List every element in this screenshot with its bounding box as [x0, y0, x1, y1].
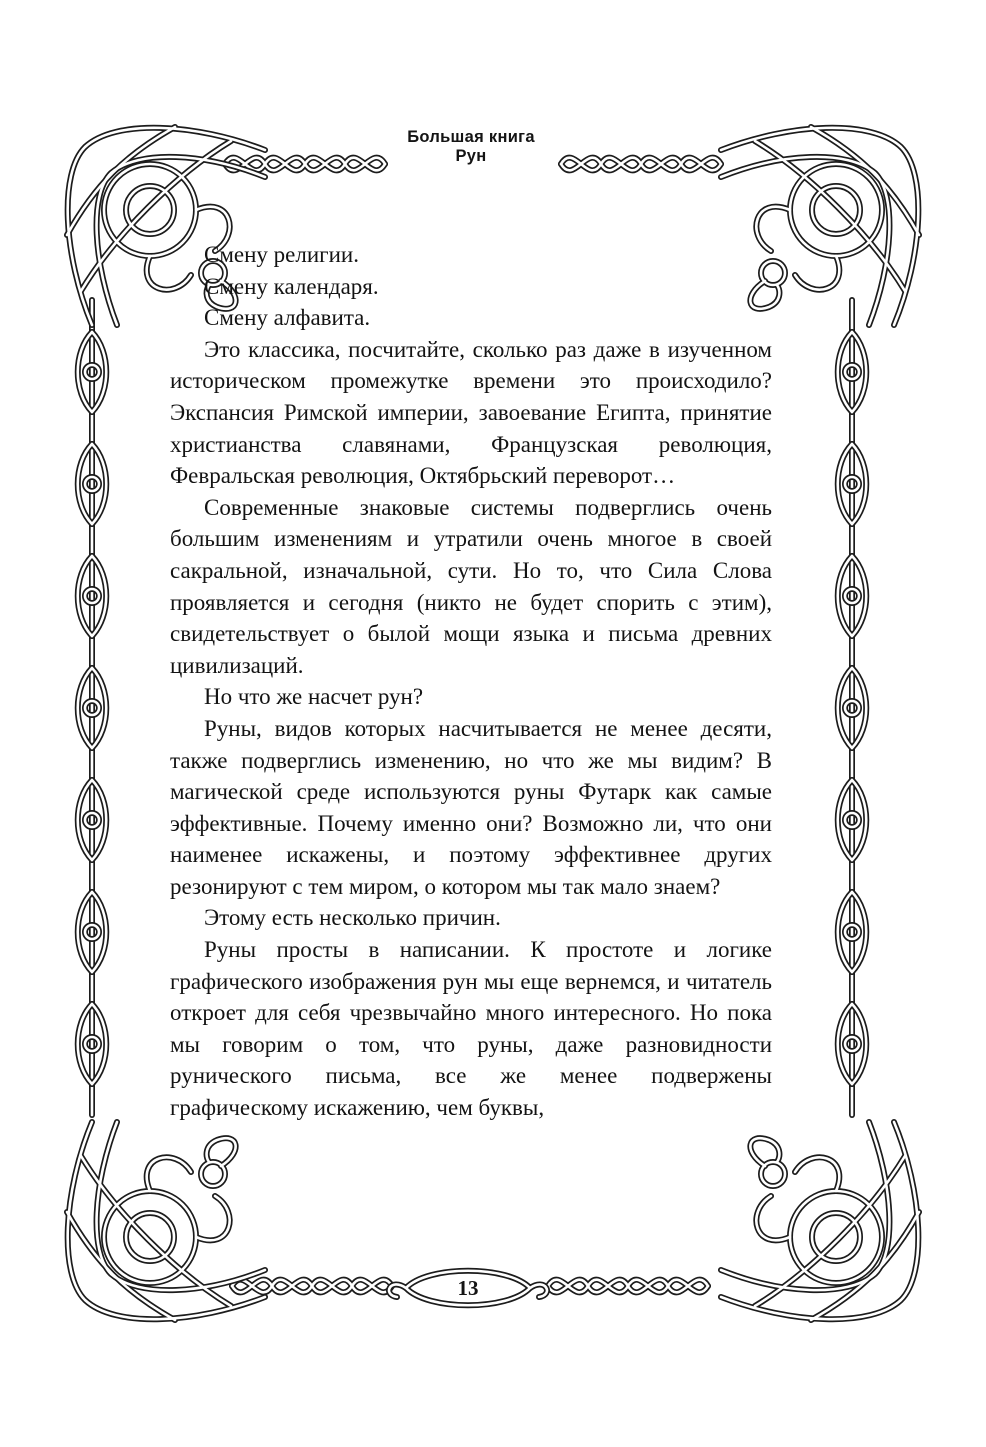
- page-body-text: [170, 239, 772, 1124]
- book-title-line1: Большая книга: [407, 128, 535, 146]
- paragraph: Но что же насчет рун?: [204, 684, 424, 710]
- paragraph: Это классика, посчитайте, сколько раз даже в изученном историческом промежутке времени это происходило? Экспансия Римской империи, завоевание Египта, принятие христианства славянами, Французская революция, Февральская революция, Октябрьский переворот…: [170, 336, 772, 489]
- paragraph: Смену религии.: [204, 242, 359, 267]
- paragraph: Смену календаря.: [204, 273, 379, 299]
- paragraph: Руны, видов которых насчитывается не менее десяти, также подверглись изменению, но что же мы видим? В магической среде используются руны Футарк как самые эффективные. Почему именно они? Возможно ли, что они наименее искажены, и поэтому эффективнее других резонируют с тем миром, о котором мы так мало знаем?: [170, 715, 772, 899]
- page-number: 13: [457, 1276, 479, 1300]
- paragraph: Руны просты в написании. К простоте и логике графического изображения рун мы еще вернемся, и читатель откроет для себя чрезвычайно много интересного. Но пока мы говорим о том, что руны, даже разновидности рунического письма, все же менее подвержены графическому искажению, чем буквы,: [170, 937, 772, 1121]
- running-head: [341, 128, 601, 166]
- paragraph: Этому есть несколько причин.: [204, 905, 501, 931]
- book-title-line2: Рун: [455, 147, 487, 165]
- paragraph: Современные знаковые системы подверглись очень большим изменениям и утратили очень многое в своей сакральной, изначальной, сути. Но то, что Сила Слова проявляется и сегодня (никто не будет спорить с этим), свидетельствует о былой мощи языка и письма древних цивилизаций.: [170, 494, 772, 678]
- paragraph: Смену алфавита.: [204, 305, 371, 331]
